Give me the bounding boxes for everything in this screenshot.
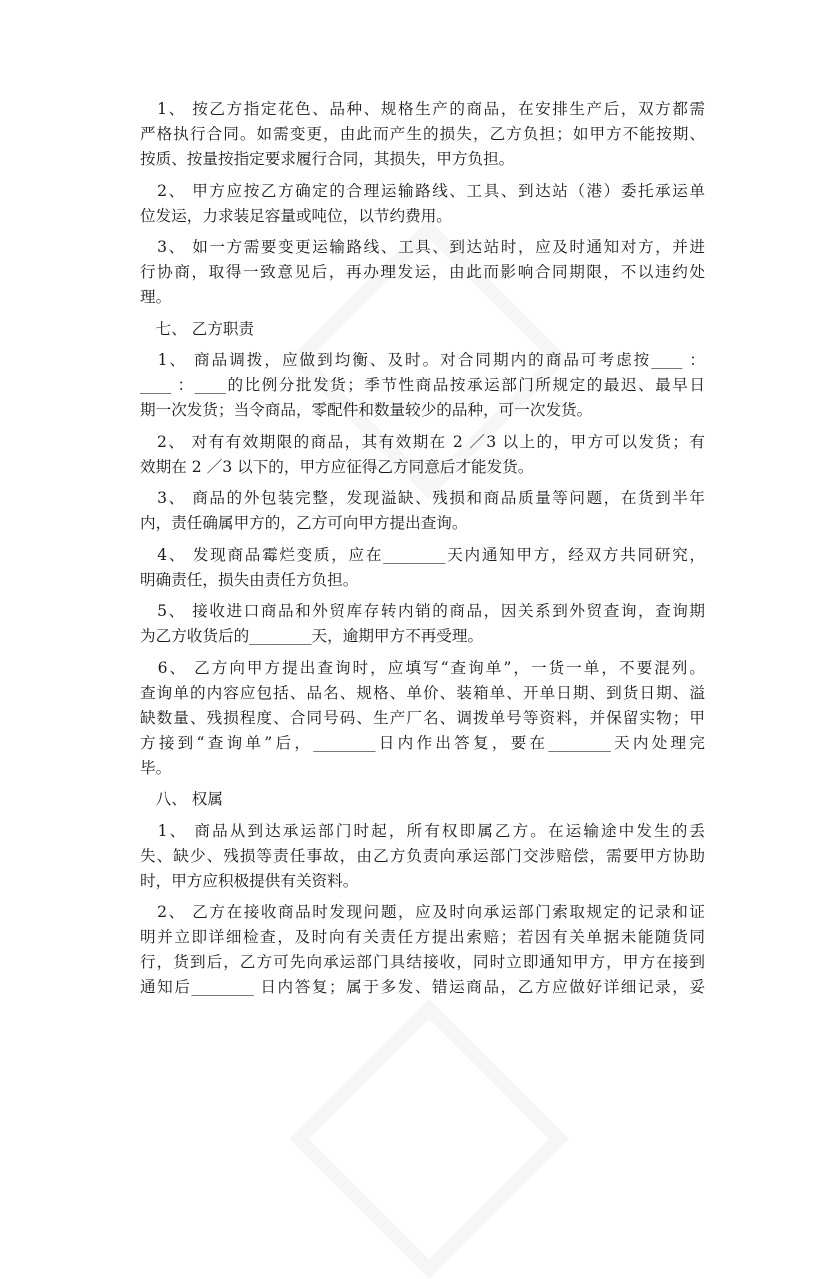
text-line: 4、 发现商品霉烂变质，应在________天内通知甲方，经双方共同研究，: [140, 545, 705, 564]
text-line: 2、 甲方应按乙方确定的合理运输路线、工具、到达站（港）委托承运单: [140, 181, 705, 200]
text-line: 2、 对有有效期限的商品，其有效期在 2 ／3 以上的，甲方可以发货；有: [140, 432, 705, 451]
text-line: 3、 商品的外包装完整，发现溢缺、残损和商品质量等问题，在货到半年: [140, 489, 705, 507]
text-line: 期一次发货；当令商品，零配件和数量较少的品种，可一次发货。: [140, 401, 593, 419]
text-line: 1、 商品调拨，应做到均衡、及时。对合同期内的商品可考虑按____ ：: [140, 351, 705, 369]
section-heading: [140, 317, 705, 342]
text-line: 行，货到后，乙方可先向承运部门具结接收，同时立即通知甲方，甲方在接到: [140, 953, 705, 971]
text-line: 通知后________ 日内答复；属于多发、错运商品，乙方应做好详细记录，妥: [140, 978, 705, 996]
text-line: 时，甲方应积极提供有关资料。: [140, 871, 359, 890]
text-line: 行协商，取得一致意见后，再办理发运，由此而影响合同期限，不以违约处: [140, 263, 705, 281]
paragraph: [140, 97, 705, 172]
text-line: 失、缺少、残损等责任事故，由乙方负责向承运部门交涉赔偿，需要甲方协助: [140, 846, 705, 865]
text-line: 查询单的内容应包括、品名、规格、单价、装箱单、开单日期、到货日期、溢: [140, 683, 705, 702]
text-line: 缺数量、残损程度、合同号码、生产厂名、调拨单号等资料，并保留实物；甲: [140, 708, 705, 727]
text-line: 3、 如一方需要变更运输路线、工具、到达站时，应及时通知对方，并进: [140, 238, 705, 256]
text-line: 方接到“查询单”后，________日内作出答复，要在________天内处理完: [140, 733, 705, 752]
text-line: 理。: [140, 288, 172, 306]
text-line: 1、 按乙方指定花色、品种、规格生产的商品，在安排生产后，双方都需: [140, 100, 705, 118]
text-line: 2、 乙方在接收商品时发现问题，应及时向承运部门索取规定的记录和证: [140, 903, 705, 921]
text-line: 为乙方收货后的________天，逾期甲方不再受理。: [140, 627, 484, 645]
text-line: 按质、按量按指定要求履行合同，其损失，甲方负担。: [140, 150, 515, 168]
text-line: 效期在 2 ／3 以下的，甲方应征得乙方同意后才能发货。: [140, 457, 534, 476]
text-line: 七、 乙方职责: [140, 319, 255, 338]
text-line: 内，责任确属甲方的，乙方可向甲方提出查询。: [140, 514, 468, 532]
text-line: ____ ：____的比例分批发货；季节性商品按承运部门所规定的最迟、最早日: [140, 376, 705, 394]
paragraph: [140, 543, 705, 593]
watermark: [289, 999, 569, 1279]
text-line: 明确责任，损失由责任方负担。: [140, 570, 359, 589]
paragraph: [140, 656, 705, 781]
document-body: [140, 97, 705, 1007]
text-line: 位发运，力求装足容量或吨位，以节约费用。: [140, 206, 452, 225]
paragraph: [140, 430, 705, 480]
text-line: 6、 乙方向甲方提出查询时，应填写“查询单”，一货一单，不要混列。: [140, 658, 705, 677]
paragraph: [140, 599, 705, 649]
paragraph: [140, 348, 705, 423]
text-line: 严格执行合同。如需变更，由此而产生的损失，乙方负担；如甲方不能按期、: [140, 125, 705, 143]
text-line: 1、 商品从到达承运部门时起，所有权即属乙方。在运输途中发生的丢: [140, 821, 705, 840]
paragraph: [140, 235, 705, 310]
paragraph: [140, 819, 705, 894]
paragraph: [140, 486, 705, 536]
paragraph: [140, 900, 705, 1000]
paragraph: [140, 179, 705, 229]
text-line: 毕。: [140, 758, 172, 777]
section-heading: [140, 787, 705, 812]
text-line: 八、 权属: [140, 790, 223, 808]
text-line: 5、 接收进口商品和外贸库存转内销的商品，因关系到外贸查询，查询期: [140, 602, 705, 620]
text-line: 明并立即详细检查，及时向有关责任方提出索赔；若因有关单据未能随货同: [140, 928, 705, 946]
